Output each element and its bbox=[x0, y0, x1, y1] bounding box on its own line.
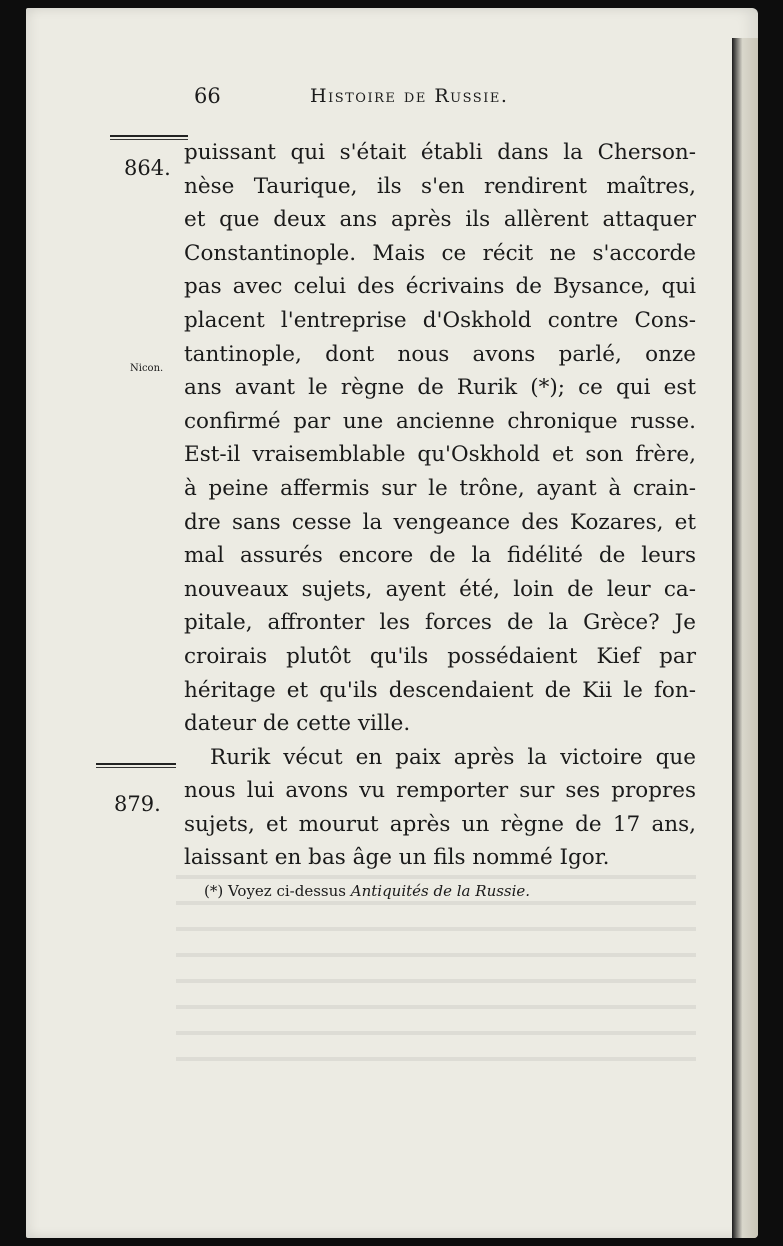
text-line: Est-il vraisemblable qu'Oskhold et son frère, bbox=[184, 442, 696, 468]
body-text bbox=[184, 136, 696, 875]
text-line: héritage et qu'ils descendaient de Kii le fon- bbox=[184, 677, 696, 703]
text-line: laissant en bas âge un fils nommé Igor. bbox=[184, 845, 610, 871]
text-line: nouveaux sujets, ayent été, loin de leur ca- bbox=[184, 576, 696, 602]
page-edge bbox=[732, 38, 758, 1238]
text-line: dre sans cesse la vengeance des Kozares, et bbox=[184, 509, 696, 535]
text-line: nous lui avons vu remporter sur ses propres bbox=[184, 778, 696, 804]
footnote-title: Antiquités de la Russie. bbox=[350, 882, 531, 900]
text-line: sujets, et mourut après un règne de 17 ans, bbox=[184, 811, 696, 837]
margin-year-864: 864. bbox=[124, 156, 171, 180]
page-header bbox=[26, 74, 758, 114]
text-line: puissant qui s'était établi dans la Cherson- bbox=[184, 140, 696, 165]
text-line: pas avec celui des écrivains de Bysance, qui bbox=[184, 274, 696, 300]
margin-year-879: 879. bbox=[114, 792, 161, 816]
margin-rule-879 bbox=[96, 763, 176, 765]
text-line: nèse Taurique, ils s'en rendirent maîtres, bbox=[184, 173, 696, 199]
text-line: mal assurés encore de la fidélité de leurs bbox=[184, 543, 696, 569]
text-line: ans avant le règne de Rurik (*); ce qui est bbox=[184, 375, 696, 401]
text-line: placent l'entreprise d'Oskhold contre Cons- bbox=[184, 307, 696, 333]
text-line: à peine affermis sur le trône, ayant à crain- bbox=[184, 475, 696, 501]
text-line: et que deux ans après ils allèrent attaquer bbox=[184, 207, 696, 233]
text-line: Rurik vécut en paix après la victoire que bbox=[210, 744, 696, 770]
footnote-text: (*) Voyez ci-dessus bbox=[204, 882, 346, 900]
text-line: croirais plutôt qu'ils possédaient Kief par bbox=[184, 643, 696, 669]
margin-rule-864 bbox=[110, 135, 188, 137]
book-page bbox=[26, 8, 758, 1238]
text-line: confirmé par une ancienne chronique russe. bbox=[184, 408, 696, 434]
page-number: 66 bbox=[194, 84, 221, 108]
running-head: Histoire de Russie. bbox=[310, 85, 509, 107]
text-line: tantinople, dont nous avons parlé, onze bbox=[184, 341, 696, 367]
text-line: pitale, affronter les forces de la Grèce? Je bbox=[184, 610, 696, 636]
text-line: Constantinople. Mais ce récit ne s'accorde bbox=[184, 240, 696, 266]
footnote bbox=[204, 882, 530, 900]
text-line: dateur de cette ville. bbox=[184, 711, 411, 737]
margin-source-note: Nicon. bbox=[130, 363, 164, 374]
